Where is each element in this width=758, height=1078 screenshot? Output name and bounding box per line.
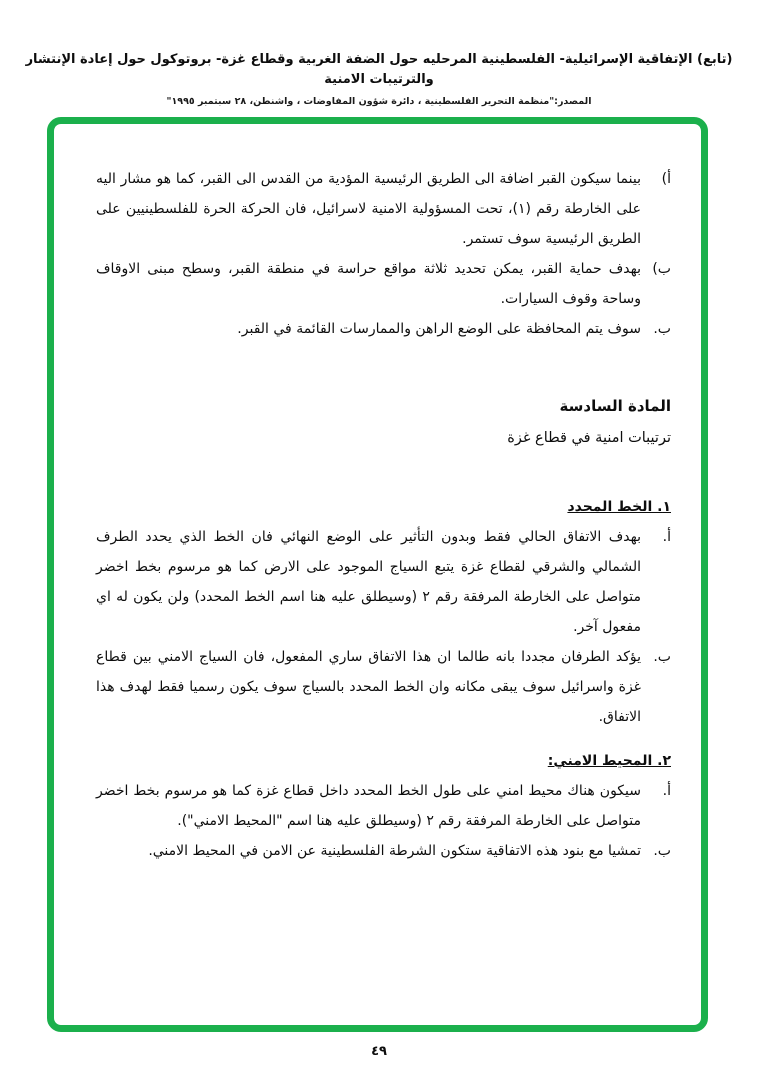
- list-item-marker: ب): [652, 261, 671, 277]
- list-item-text: سيكون هناك محيط امني على طول الخط المحدد داخل قطاع غزة كما هو مرسوم بخط اخضر متواصل على الخارطة المرفقة رقم ٢ (وسيطلق عليه هنا اسم "المحيط الامني").: [96, 783, 641, 829]
- article-subtitle: ترتيبات امنية في قطاع غزة: [507, 430, 671, 446]
- list-item-text: بينما سيكون القبر اضافة الى الطريق الرئيسية المؤدية من القدس الى القبر، كما هو مشار اليه على الخارطة رقم (١)، تحت المسؤولية الامنية لاسرائيل، فان الحركة الحرة للفلسطينيين على الطريق الرئيسية سوف تستمر.: [96, 171, 641, 247]
- list-item-a: [96, 522, 671, 642]
- section-security-perimeter: [96, 746, 671, 866]
- list-item-a: [96, 776, 671, 836]
- page-number: ٤٩: [371, 1044, 387, 1059]
- green-highlight-border: [47, 117, 708, 1032]
- list-item-b: [96, 836, 671, 866]
- document-header: [0, 50, 758, 107]
- list-item-b: [96, 642, 671, 732]
- list-item-marker: ب.: [653, 321, 671, 337]
- list-item-text: سوف يتم المحافظة على الوضع الراهن والممارسات القائمة في القبر.: [237, 321, 641, 337]
- list-item-b2: [96, 314, 671, 344]
- list-item-marker: ب.: [653, 649, 671, 665]
- section-heading: ١. الخط المحدد: [567, 499, 671, 515]
- list-item-marker: أ.: [662, 783, 671, 799]
- list-item-text: بهدف حماية القبر، يمكن تحديد ثلاثة مواقع حراسة في منطقة القبر، وسطح مبنى الاوقاف وساحة وقوف السيارات.: [96, 261, 641, 307]
- document-title: (تابع) الإتفاقية الإسرائيلية- الفلسطينية المرحليه حول الضفة الغربية وقطاع غزة- بروتوكول حول إعادة الإنتشار والترتيبات الامنية: [25, 52, 733, 87]
- document-source: المصدر:"منظمة التحرير الفلسطينية ، دائرة شؤون المفاوضات ، واشنطن، ٢٨ سبتمبر ١٩٩٥": [166, 96, 592, 107]
- article-title: المادة السادسة: [559, 397, 671, 415]
- list-item-a: [96, 164, 671, 254]
- list-item-text: تمشيا مع بنود هذه الاتفاقية ستكون الشرطة الفلسطينية عن الامن في المحيط الامني.: [148, 843, 641, 859]
- list-item-marker: ب.: [653, 843, 671, 859]
- list-item-marker: أ.: [662, 529, 671, 545]
- section-defined-line: [96, 492, 671, 732]
- section-heading: ٢. المحيط الامني:: [547, 753, 671, 769]
- list-item-b: [96, 254, 671, 314]
- document-body: [54, 124, 701, 866]
- list-item-text: يؤكد الطرفان مجددا بانه طالما ان هذا الاتفاق ساري المفعول، فان السياج الامني بين قطاع غزة واسرائيل سوف يبقى مكانه وان الخط المحدد بالسياج سوف يكون رسميا فقط لهدف هذا الاتفاق.: [96, 649, 641, 725]
- list-item-text: بهدف الاتفاق الحالي فقط وبدون التأثير على الوضع النهائي فان الخط الذي يحدد الطرف الشمالي والشرقي لقطاع غزة يتبع السياج الموجود على الارض كما هو مرسوم بخط اخضر متواصل على الخارطة المرفقة رقم ٢ (وسيطلق عليه هنا اسم الخط المحدد) ولن يكون له اي مفعول آخر.: [96, 529, 642, 635]
- list-item-marker: أ): [661, 171, 671, 187]
